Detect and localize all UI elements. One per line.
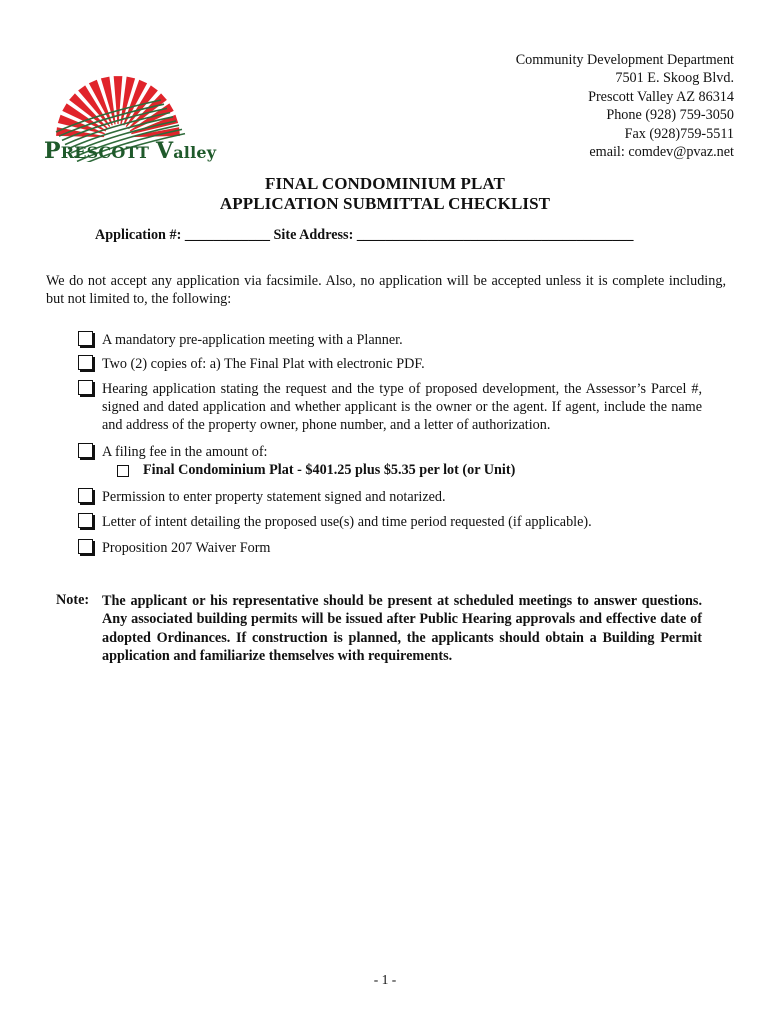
checkbox[interactable] [78, 331, 93, 346]
checklist-item-label: A mandatory pre-application meeting with a Planner. [102, 332, 403, 348]
phone-number: Phone (928) 759-3050 [606, 107, 734, 124]
fax-number: Fax (928)759-5511 [624, 125, 734, 142]
checklist-item-label: Letter of intent detailing the proposed use(s) and time period requested (if applicable). [102, 514, 592, 530]
page-number: - 1 - [373, 972, 397, 987]
email-address: email: comdev@pvaz.net [589, 144, 734, 161]
document-subtitle: APPLICATION SUBMITTAL CHECKLIST [219, 194, 551, 213]
site-address-field[interactable]: Site Address: _______________________________________ [273, 227, 634, 243]
checkbox[interactable] [78, 443, 93, 458]
application-number-field[interactable]: Application #: ____________ [95, 227, 274, 243]
checkbox[interactable] [78, 488, 93, 503]
checkbox[interactable] [78, 355, 93, 370]
document-title: FINAL CONDOMINIUM PLAT [265, 174, 505, 193]
checkbox[interactable] [78, 539, 93, 554]
checklist-item-label: Permission to enter property statement signed and notarized. [102, 489, 446, 505]
logo-wordmark: PRESCOTT Valley [44, 138, 217, 164]
fee-item-label: Final Condominium Plat - $401.25 plus $5.35 per lot (or Unit) [143, 462, 516, 478]
checklist-item-label: Hearing application stating the request and the type of proposed development, the Assessor’s Parcel #, signed and dated application and whether applicant is the owner or the agent. If agent, include the name and address of the property owner, phone number, and a letter of authorization. [102, 381, 702, 433]
checklist-item-label: Two (2) copies of: a) The Final Plat with electronic PDF. [102, 356, 425, 372]
checklist-item-label: Proposition 207 Waiver Form [102, 540, 271, 556]
city-state-zip: Prescott Valley AZ 86314 [588, 88, 734, 105]
fee-checkbox[interactable] [117, 465, 129, 477]
checklist-item-label: A filing fee in the amount of: [102, 444, 268, 460]
note-label: Note: [56, 592, 90, 608]
note-text: The applicant or his representative should be present at scheduled meetings to answer questions. Any associated building permits will be issued after Public Hearing approvals and effective date of adopted Ordinances. If construction is planned, the applicants should obtain a Building Permit application and familiarize themselves with requirements. [102, 593, 702, 664]
application-fields-line [95, 227, 634, 244]
address-block [516, 51, 734, 161]
intro-paragraph: We do not accept any application via facsimile. Also, no application will be accepted unless it is complete including, but not limited to, the following: [46, 273, 726, 307]
checkbox[interactable] [78, 380, 93, 395]
department-name: Community Development Department [515, 52, 734, 68]
sun-rays [56, 76, 180, 137]
checkbox[interactable] [78, 513, 93, 528]
street-address: 7501 E. Skoog Blvd. [615, 70, 734, 87]
